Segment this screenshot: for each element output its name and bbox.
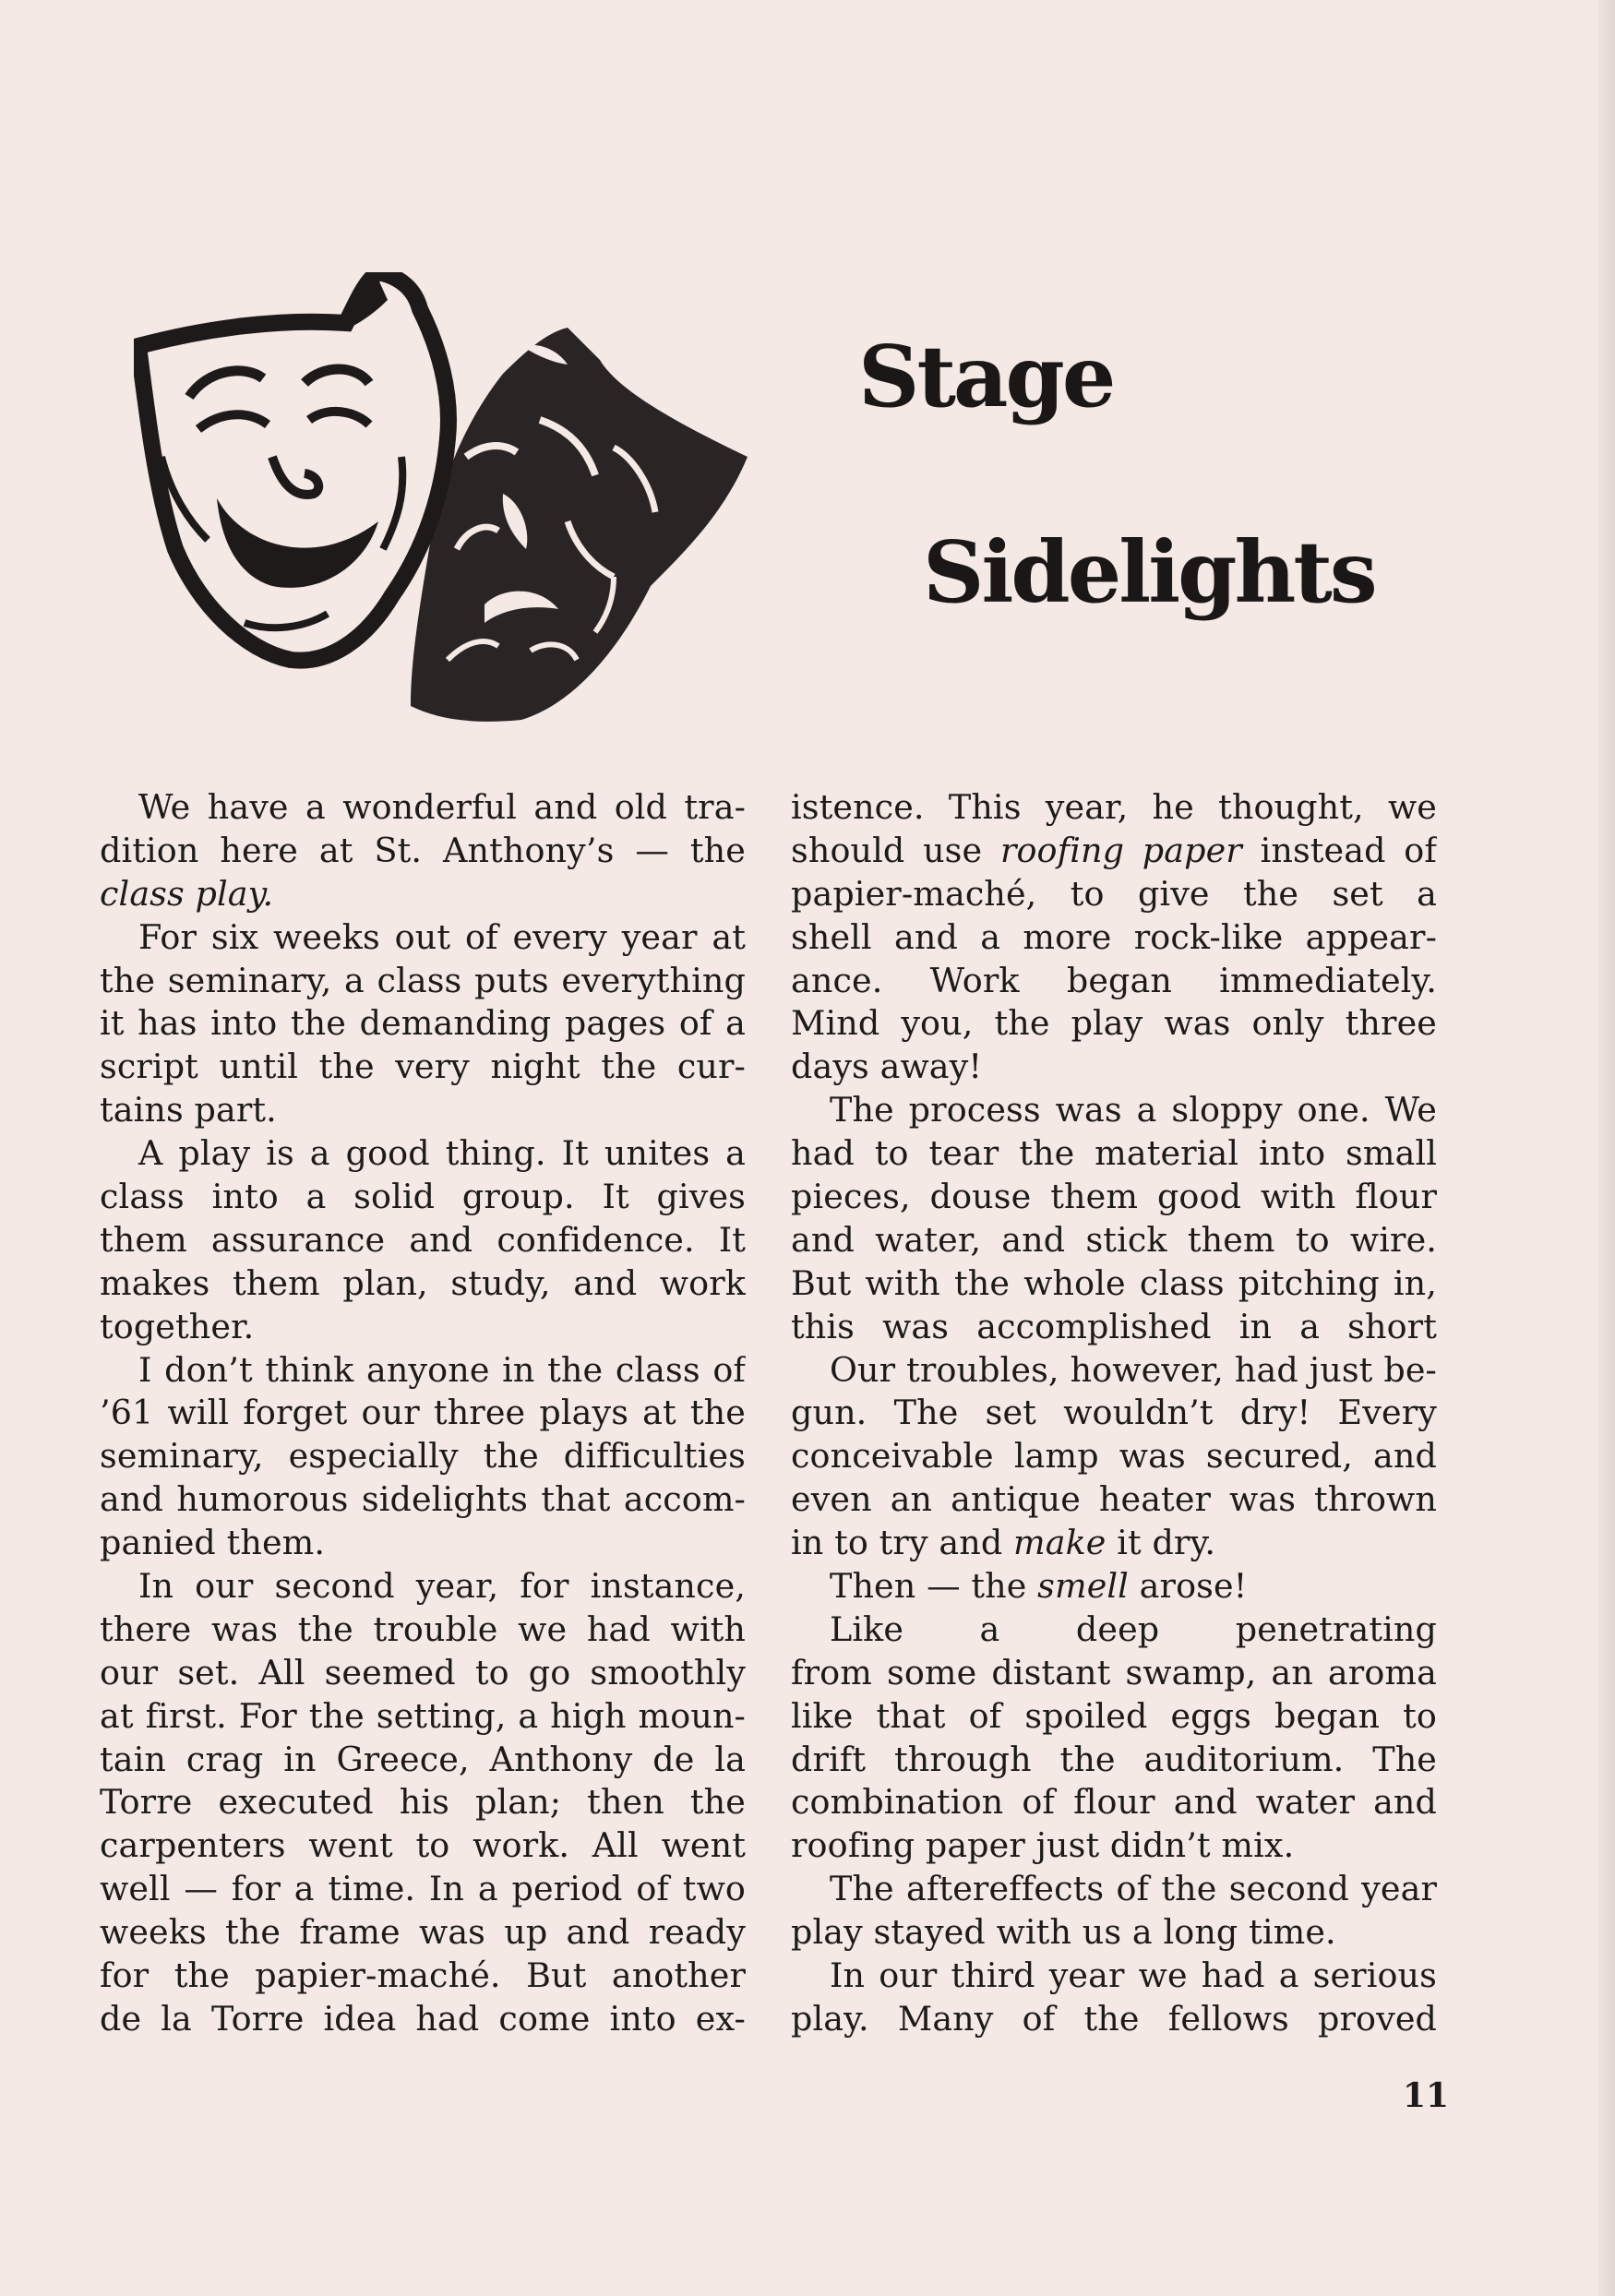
text-line: seminary, especially the difficulties xyxy=(100,1436,746,1477)
text-line: But with the whole class pitching in, xyxy=(791,1262,1437,1303)
text-line: A play is a good thing. It unites a xyxy=(138,1133,746,1174)
text-line: ance. Work began immediately. xyxy=(791,960,1437,1000)
text-line: Like a deep penetrating xyxy=(830,1608,1437,1649)
text-line: and humorous sidelights that accom- xyxy=(100,1479,746,1520)
tragedy-mask-icon xyxy=(411,328,748,722)
text-line: Torre executed his plan; then the xyxy=(100,1782,746,1823)
text-line: even an antique heater was thrown xyxy=(791,1479,1437,1520)
text-line: Mind you, the play was only three xyxy=(791,1003,1437,1044)
text-line: should use roofing paper instead of xyxy=(791,830,1437,870)
page-title-line-1: Stage xyxy=(858,327,1114,426)
text-line: carpenters went to work. All went xyxy=(100,1825,746,1866)
text-line: had to tear the material into small xyxy=(791,1133,1437,1174)
text-line: our set. All seemed to go smoothly xyxy=(100,1652,746,1692)
text-line: and water, and stick them to wire. xyxy=(791,1219,1437,1260)
text-line: weeks the frame was up and ready xyxy=(100,1912,746,1953)
text-line: The process was a sloppy one. We xyxy=(830,1090,1437,1130)
text-line: combination of flour and water and xyxy=(791,1782,1437,1823)
text-line: We have a wonderful and old tra- xyxy=(138,787,746,827)
text-line: pieces, douse them good with flour xyxy=(791,1177,1437,1217)
text-line: For six weeks out of every year at xyxy=(138,916,746,957)
text-line: class play. xyxy=(100,873,274,914)
text-line: tain crag in Greece, Anthony de la xyxy=(100,1739,746,1779)
page-number: 11 xyxy=(1403,2076,1450,2115)
text-line: Then — the smell arose! xyxy=(830,1566,1248,1607)
text-line: like that of spoiled eggs began to xyxy=(791,1695,1437,1736)
text-line: the seminary, a class puts everything xyxy=(100,960,746,1000)
text-line: papier-maché, to give the set a xyxy=(791,873,1437,914)
text-line: roofing paper just didn’t mix. xyxy=(791,1825,1295,1866)
text-line: I don’t think anyone in the class of xyxy=(138,1349,746,1390)
text-line: there was the trouble we had with xyxy=(100,1608,746,1649)
text-line: gun. The set wouldn’t dry! Every xyxy=(791,1393,1437,1433)
text-line: them assurance and confidence. It xyxy=(100,1219,746,1260)
comedy-mask-icon xyxy=(138,272,449,661)
text-line: panied them. xyxy=(100,1523,326,1563)
text-line: days away! xyxy=(791,1046,983,1087)
text-line: istence. This year, he thought, we xyxy=(791,787,1437,827)
text-line: tains part. xyxy=(100,1090,277,1130)
right-column xyxy=(791,786,1437,2041)
text-line: shell and a more rock-like appear- xyxy=(791,916,1437,957)
text-line: drift through the auditorium. The xyxy=(791,1739,1437,1779)
text-line: from some distant swamp, an aroma xyxy=(791,1652,1437,1692)
text-line: class into a solid group. It gives xyxy=(100,1177,746,1217)
text-line: this was accomplished in a short xyxy=(791,1306,1437,1346)
text-line: The aftereffects of the second year xyxy=(830,1869,1437,1909)
text-line: in to try and make it dry. xyxy=(791,1523,1216,1563)
page-edge xyxy=(1598,0,1615,2296)
text-line: play stayed with us a long time. xyxy=(791,1912,1336,1953)
text-line: script until the very night the cur- xyxy=(100,1046,746,1087)
text-line: dition here at St. Anthony’s — the xyxy=(100,830,746,870)
text-line: play. Many of the fellows proved xyxy=(791,1998,1437,2039)
theater-masks-illustration xyxy=(134,272,748,734)
text-line: it has into the demanding pages of a xyxy=(100,1003,746,1044)
text-line: conceivable lamp was secured, and xyxy=(791,1436,1437,1477)
text-line: well — for a time. In a period of two xyxy=(100,1869,746,1909)
text-line: makes them plan, study, and work xyxy=(100,1262,746,1303)
text-line: In our third year we had a serious xyxy=(830,1955,1437,1996)
text-line: ’61 will forget our three plays at the xyxy=(100,1393,746,1433)
text-line: at first. For the setting, a high moun- xyxy=(100,1695,746,1736)
text-line: for the papier-maché. But another xyxy=(100,1955,746,1996)
text-line: de la Torre idea had come into ex- xyxy=(100,1998,746,2039)
text-line: Our troubles, however, had just be- xyxy=(830,1349,1437,1390)
text-line: together. xyxy=(100,1306,255,1346)
left-column xyxy=(100,786,746,2041)
page-title-line-2: Sidelights xyxy=(923,522,1375,622)
text-line: In our second year, for instance, xyxy=(138,1566,746,1607)
